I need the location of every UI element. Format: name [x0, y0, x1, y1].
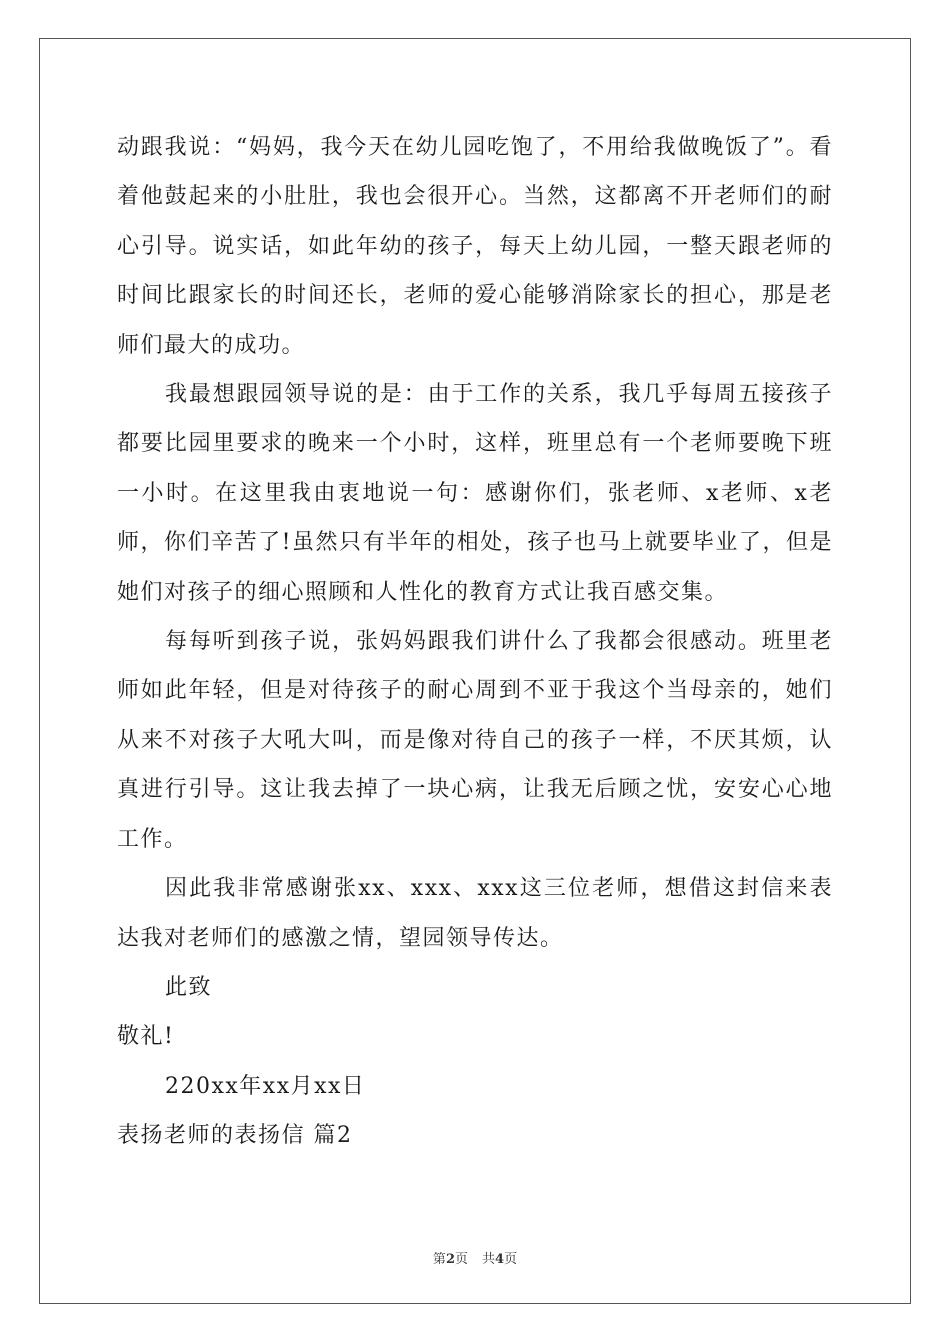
- paragraph-1: 动跟我说：“妈妈，我今天在幼儿园吃饱了，不用给我做晚饭了”。看着他鼓起来的小肚肚，我也会很开心。当然，这都离不开老师们的耐心引导。说实话，如此年幼的孩子，每天上幼儿园，一整天跟老师的时间比跟家长的时间还长，老师的爱心能够消除家长的担心，那是老师们最大的成功。: [117, 135, 833, 358]
- page-total: 4: [495, 1252, 505, 1267]
- salute-line: 敬礼!: [117, 1024, 175, 1050]
- next-section-title: 表扬老师的表扬信 篇2: [117, 1123, 353, 1149]
- page-footer: [0, 1248, 950, 1267]
- paragraph-4: 因此我非常感谢张xx、xxx、xxx这三位老师，想借这封信来表达我对老师们的感激之情，望园领导传达。: [117, 876, 833, 951]
- total-prefix: 共: [482, 1252, 496, 1267]
- paragraph-3: 每每听到孩子说，张妈妈跟我们讲什么了我都会很感动。班里老师如此年轻，但是对待孩子的耐心周到不亚于我这个当母亲的，她们从来不对孩子大吼大叫，而是像对待自己的孩子一样，不厌其烦，认真进行引导。这让我去掉了一块心病，让我无后顾之忧，安安心心地工作。: [117, 629, 833, 852]
- page-prefix: 第: [432, 1252, 446, 1267]
- total-unit: 页: [504, 1252, 518, 1267]
- document-body: [117, 123, 833, 1161]
- closing-line: 此致: [165, 974, 213, 1000]
- date-line: 220xx年xx月xx日: [165, 1073, 366, 1099]
- paragraph-2: 我最想跟园领导说的是：由于工作的关系，我几乎每周五接孩子都要比园里要求的晚来一个小时，这样，班里总有一个老师要晚下班一小时。在这里我由衷地说一句：感谢你们，张老师、x老师、x老师，你们辛苦了!虽然只有半年的相处，孩子也马上就要毕业了，但是她们对孩子的细心照顾和人性化的教育方式让我百感交集。: [117, 382, 833, 605]
- page-unit: 页: [454, 1252, 468, 1267]
- page-current: 2: [445, 1252, 455, 1267]
